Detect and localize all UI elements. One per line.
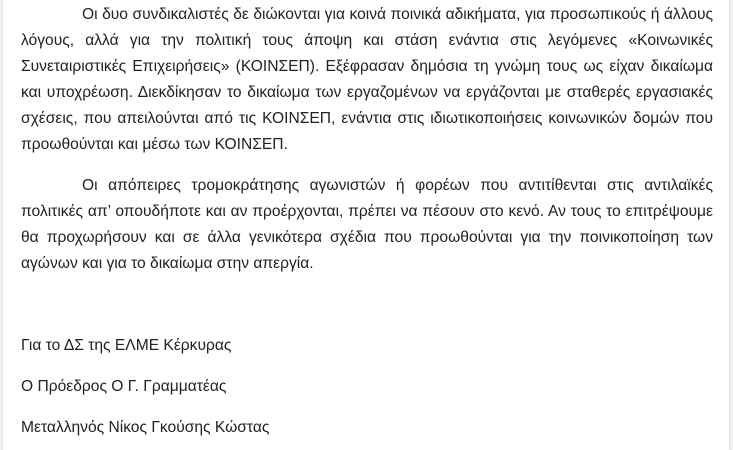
document-page — [3, 0, 729, 450]
signature-roles: Ο Πρόεδρος Ο Γ. Γραμματέας — [21, 378, 227, 395]
paragraph-1: Οι δυο συνδικαλιστές δε διώκονται για κοινά ποινικά αδικήματα, για προσωπικούς ή άλλους λόγους, αλλά για την πολιτική τους άποψη και στάση ενάντια στις λεγόμενες «Κοινωνικές Συνεταιριστικές Επιχειρήσεις» (ΚΟΙΝΣΕΠ). Εξέφρασαν δημόσια τη γνώμη τους ως είχαν δικαίωμα και υποχρέωση. Διεκδίκησαν το δικαίωμα των εργαζομένων να εργάζονται με σταθερές εργασιακές σχέσεις, που απειλούνται από τις ΚΟΙΝΣΕΠ, ενάντια στις ιδιωτικοποιήσεις κοινωνικών δομών που προωθούνται και μέσω των ΚΟΙΝΣΕΠ. — [21, 6, 713, 153]
signature-names: Μεταλληνός Νίκος Γκούσης Κώστας — [21, 419, 270, 436]
document-body — [21, 2, 713, 436]
paragraph-2: Οι απόπειρες τρομοκράτησης αγωνιστών ή φορέων που αντιτίθενται στις αντιλαϊκές πολιτικές απ’ οπουδήποτε και αν προέρχονται, πρέπει να πέσουν στο κενό. Αν τους το επιτρέψουμε θα προχωρήσουν και σε άλλα γενικότερα σχέδια που προωθούνται για την ποινικοποίηση των αγώνων και για το δικαίωμα στην απεργία. — [21, 177, 713, 272]
signature-on-behalf: Για το ΔΣ της ΕΛΜΕ Κέρκυρας — [21, 337, 232, 354]
